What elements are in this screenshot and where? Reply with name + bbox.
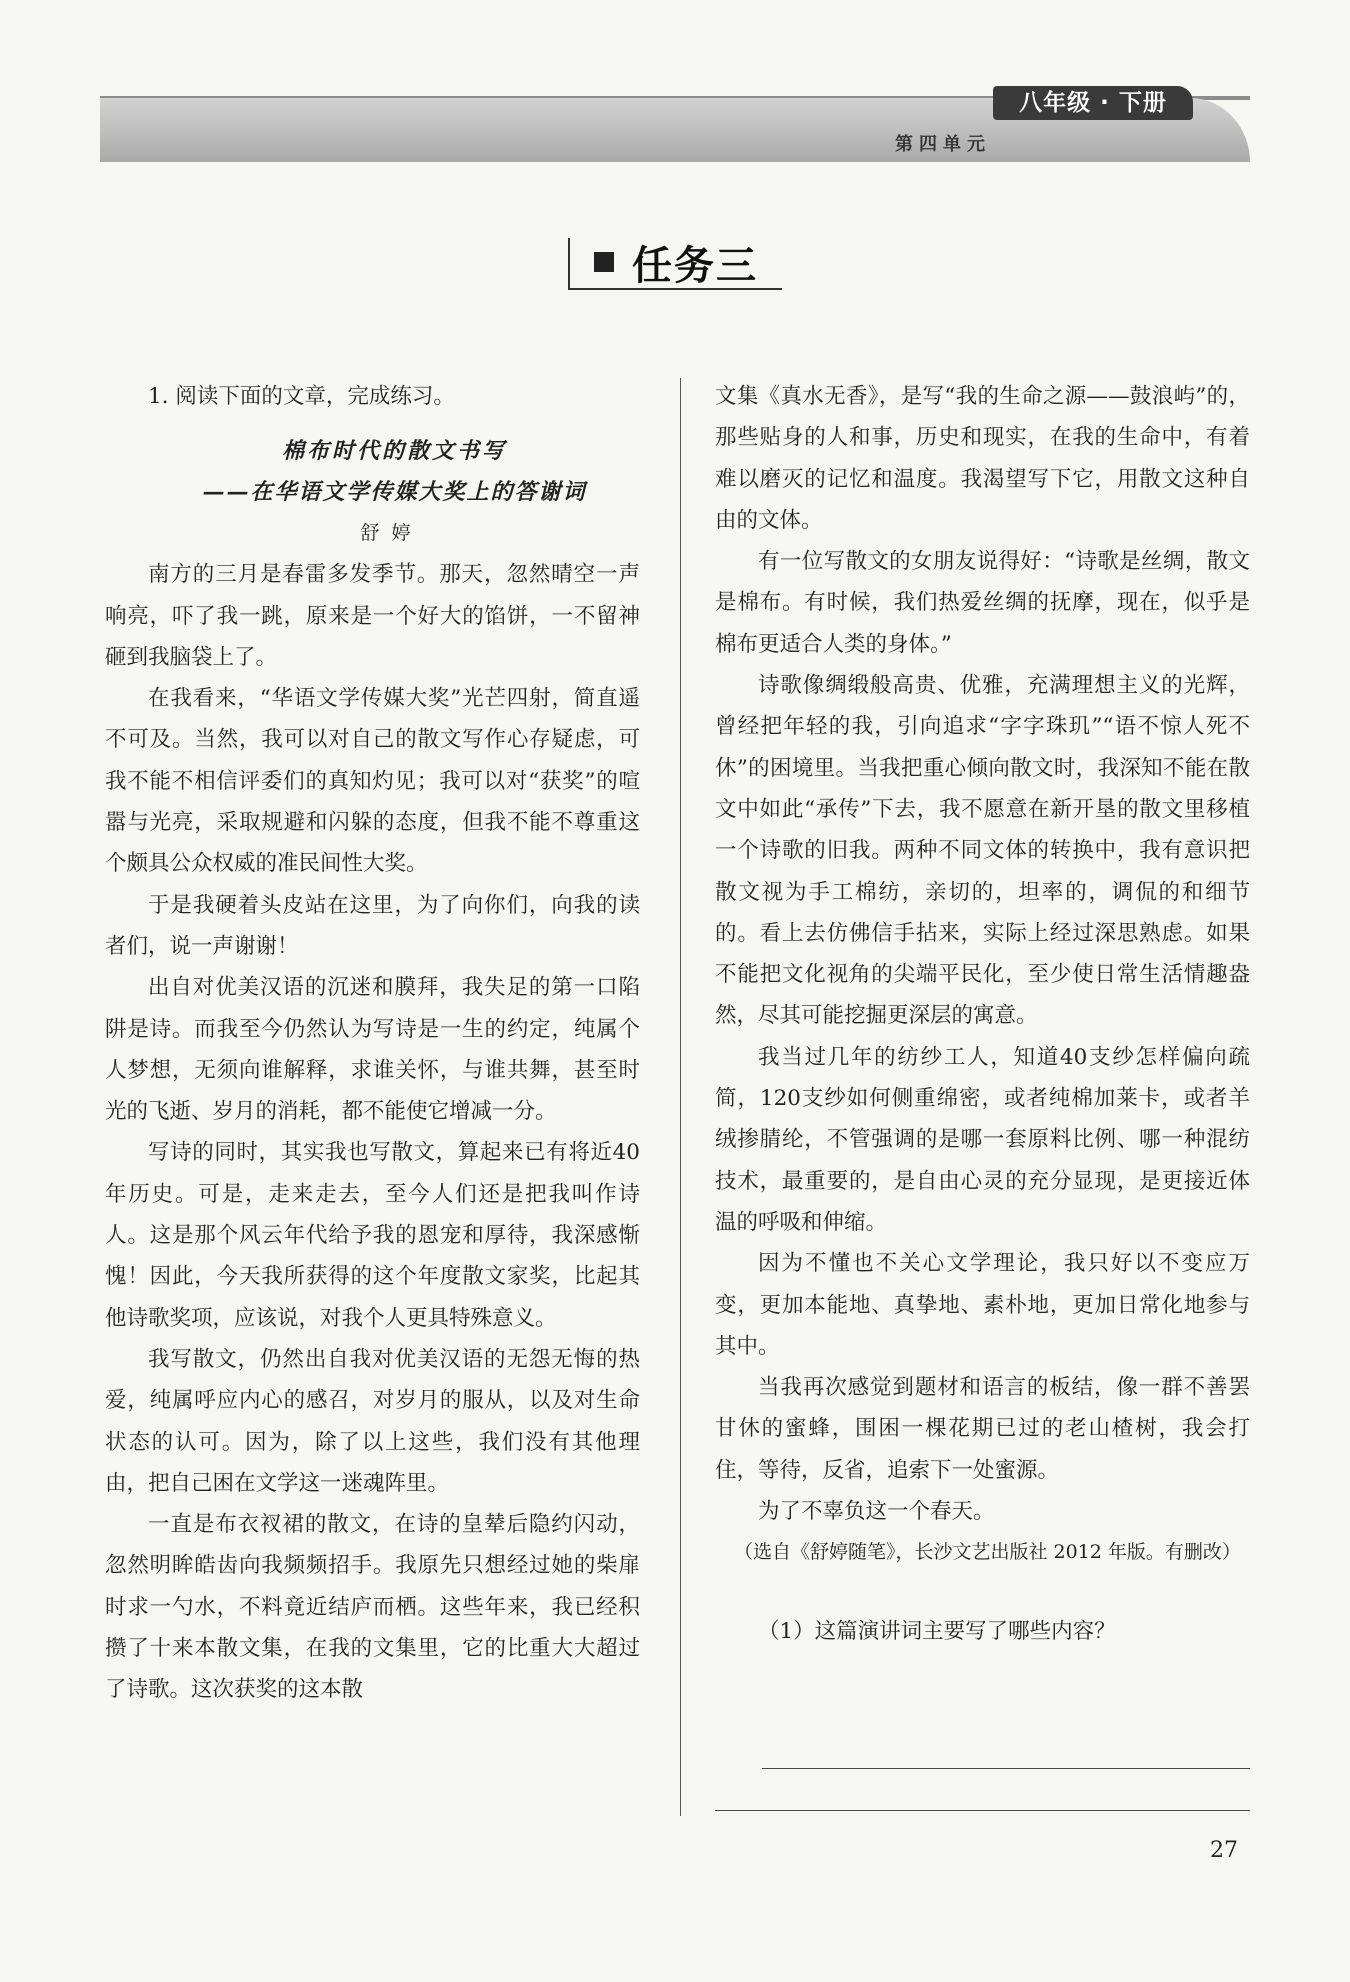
paragraph: 因为不懂也不关心文学理论，我只好以不变应万变，更加本能地、真挚地、素朴地，更加日常化地参与其中。	[715, 1251, 1250, 1359]
paragraph-continuation: 文集《真水无香》，是写“我的生命之源——鼓浪屿”的，那些贴身的人和事，历史和现实，在我的生命中，有着难以磨灭的记忆和温度。我渴望写下它，用散文这种自由的文体。	[715, 384, 1250, 533]
paragraph: 南方的三月是春雷多发季节。那天，忽然晴空一声响亮，吓了我一跳，原来是一个好大的馅饼，一不留神砸到我脑袋上了。	[105, 562, 640, 670]
paragraph: 我写散文，仍然出自我对优美汉语的无怨无悔的热爱，纯属呼应内心的感召，对岁月的服从，以及对生命状态的认可。因为，除了以上这些，我们没有其他理由，把自己困在文学这一迷魂阵里。	[105, 1346, 640, 1496]
article-subtitle: ——在华语文学传媒大奖上的答谢词	[202, 479, 587, 506]
square-bullet-icon	[594, 252, 614, 272]
right-column	[715, 376, 1250, 1653]
left-column	[105, 376, 640, 1711]
question-1: （1）这篇演讲词主要写了哪些内容？	[758, 1619, 1116, 1645]
paragraph: 写诗的同时，其实我也写散文，算起来已有将近40年历史。可是，走来走去，至今人们还是把我叫作诗人。这是那个风云年代给予我的恩宠和厚待，我深感惭愧！因此，今天我所获得的这个年度散文家奖，比起其他诗歌奖项，应该说，对我个人更具特殊意义。	[105, 1140, 640, 1331]
grade-tab: 八年级 · 下册	[993, 86, 1193, 120]
paragraph: 一直是布衣衩裙的散文，在诗的皇辇后隐约闪动，忽然明眸皓齿向我频频招手。我原先只想经过她的柴扉时求一勺水，不料竟近结庐而栖。这些年来，我已经积攒了十来本散文集，在我的文集里，它的比重大大超过了诗歌。这次获奖的这本散	[105, 1512, 640, 1703]
paragraph: 有一位写散文的女朋友说得好：“诗歌是丝绸，散文是棉布。有时候，我们热爱丝绸的抚摩，现在，似乎是棉布更适合人类的身体。”	[715, 549, 1250, 657]
paragraph: 出自对优美汉语的沉迷和膜拜，我失足的第一口陷阱是诗。而我至今仍然认为写诗是一生的约定，纯属个人梦想，无须向谁解释，求谁关怀，与谁共舞，甚至时光的飞逝、岁月的消耗，都不能使它增减一分。	[105, 975, 640, 1125]
paragraph: 于是我硬着头皮站在这里，为了向你们，向我的读者们，说一声谢谢！	[105, 892, 640, 959]
article-title: 棉布时代的散文书写	[281, 438, 507, 465]
paragraph: 我当过几年的纺纱工人，知道40支纱怎样偏向疏简，120支纱如何侧重绵密，或者纯棉加莱卡，或者羊绒掺腈纶，不管强调的是哪一套原料比例、哪一种混纺技术，最重要的，是自由心灵的充分显现，是更接近体温的呼吸和伸缩。	[715, 1044, 1250, 1235]
paragraph: 诗歌像绸缎般高贵、优雅，充满理想主义的光辉，曾经把年轻的我，引向追求“字字珠玑”“语不惊人死不休”的困境里。当我把重心倾向散文时，我深知不能在散文中如此“承传”下去，我不愿意在新开垦的散文里移植一个诗歌的旧我。两种不同文体的转换中，我有意识把散文视为手工棉纺，亲切的，坦率的，调侃的和细节的。看上去仿佛信手拈来，实际上经过深思熟虑。如果不能把文化视角的尖端平民化，至少使日常生活情趣盎然，尽其可能挖掘更深层的寓意。	[715, 673, 1250, 1029]
paragraph: 为了不辜负这一个春天。	[758, 1499, 995, 1525]
exercise-instruction: 1. 阅读下面的文章，完成练习。	[148, 384, 455, 409]
answer-line[interactable]	[762, 1768, 1250, 1769]
paragraph: 当我再次感觉到题材和语言的板结，像一群不善罢甘休的蜜蜂，围困一棵花期已过的老山楂树，我会打住，等待，反省，追索下一处蜜源。	[715, 1375, 1250, 1483]
column-divider	[680, 378, 681, 1816]
answer-line[interactable]	[715, 1810, 1250, 1811]
page-number: 27	[1210, 1838, 1238, 1863]
article-author: 舒婷	[360, 522, 423, 545]
source-note: （选自《舒婷随笔》，长沙文艺出版社 2012 年版。有删改）	[734, 1541, 1241, 1564]
task-title: 任务三	[632, 243, 758, 289]
paragraph: 在我看来，“华语文学传媒大奖”光芒四射，简直遥不可及。当然，我可以对自己的散文写作心存疑虑，可我不能不相信评委们的真知灼见；我可以对“获奖”的喧嚣与光亮，采取规避和闪躲的态度，但我不能不尊重这个颇具公众权威的准民间性大奖。	[105, 686, 640, 877]
unit-label: 第四单元	[895, 134, 991, 155]
